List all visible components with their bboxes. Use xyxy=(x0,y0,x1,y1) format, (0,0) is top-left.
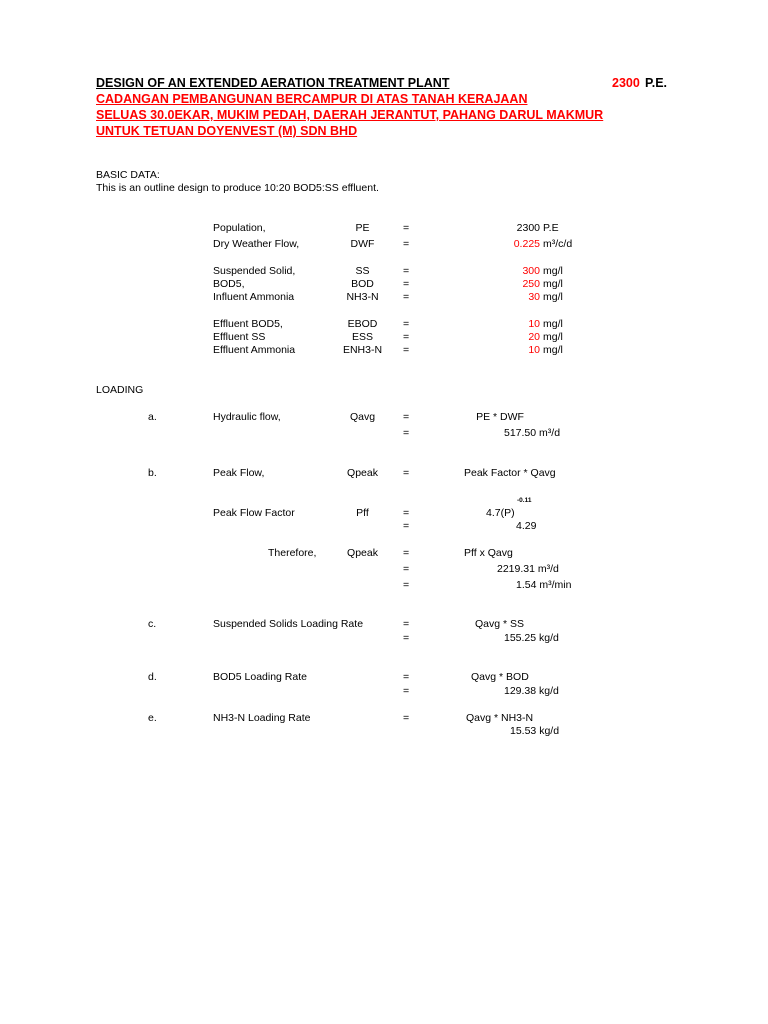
pff-formula: 4.7(P) xyxy=(486,507,515,519)
pe-value: 2300 xyxy=(612,76,640,90)
param-value: 20 xyxy=(528,331,540,343)
ss-loading-label: Suspended Solids Loading Rate xyxy=(213,618,364,630)
param-label: BOD5, xyxy=(213,278,245,290)
document-title: DESIGN OF AN EXTENDED AERATION TREATMENT PLANT xyxy=(96,76,450,90)
equals-sign: = xyxy=(403,265,410,277)
equals-sign: = xyxy=(403,238,410,250)
hydraulic-flow-result: 517.50 m³/d xyxy=(504,427,561,439)
equals-sign: = xyxy=(403,411,410,423)
nh3-loading-formula: Qavg * NH3-N xyxy=(466,712,534,724)
param-label: Effluent BOD5, xyxy=(213,318,283,330)
peak-flow-formula: Peak Factor * Qavg xyxy=(464,467,556,479)
param-label: Suspended Solid, xyxy=(213,265,296,277)
nh3-loading-result: 15.53 kg/d xyxy=(510,725,560,737)
equals-sign: = xyxy=(403,712,410,724)
param-symbol: ESS xyxy=(351,331,373,343)
param-unit: mg/l xyxy=(543,291,563,303)
bod-loading-label: BOD5 Loading Rate xyxy=(213,671,307,683)
param-value: 300 xyxy=(522,265,540,277)
equals-sign: = xyxy=(403,618,410,630)
param-unit: P.E xyxy=(543,222,559,234)
pff-symbol: Pff xyxy=(356,507,369,519)
equals-sign: = xyxy=(403,632,410,644)
param-value: 2300 xyxy=(516,222,540,234)
basic-data-intro: This is an outline design to produce 10:20 BOD5:SS effluent. xyxy=(96,182,379,194)
param-symbol: EBOD xyxy=(347,318,378,330)
param-label: Effluent Ammonia xyxy=(213,344,296,356)
item-index: b. xyxy=(148,467,157,479)
param-symbol: DWF xyxy=(350,238,375,250)
item-index: d. xyxy=(148,671,157,683)
client-line: UNTUK TETUAN DOYENVEST (M) SDN BHD xyxy=(96,124,358,138)
qpeak-result-daily: 2219.31 m³/d xyxy=(497,563,559,575)
equals-sign: = xyxy=(403,222,410,234)
nh3-loading-label: NH3-N Loading Rate xyxy=(213,712,311,724)
qpeak-symbol: Qpeak xyxy=(347,547,378,559)
param-unit: mg/l xyxy=(543,265,563,277)
project-line-2: SELUAS 30.0EKAR, MUKIM PEDAH, DAERAH JERANTUT, PAHANG DARUL MAKMUR xyxy=(96,108,604,122)
pe-unit: P.E. xyxy=(645,76,668,90)
loading-heading: LOADING xyxy=(96,384,144,396)
project-line-1: CADANGAN PEMBANGUNAN BERCAMPUR DI ATAS TANAH KERAJAAN xyxy=(96,92,528,106)
basic-data-heading: BASIC DATA: xyxy=(96,169,160,181)
hydraulic-flow-formula: PE * DWF xyxy=(476,411,524,423)
peak-flow-factor-label: Peak Flow Factor xyxy=(213,507,295,519)
param-value: 30 xyxy=(528,291,540,303)
param-symbol: BOD xyxy=(351,278,374,290)
pff-result: 4.29 xyxy=(516,520,537,532)
item-index: e. xyxy=(148,712,157,724)
peak-flow-label: Peak Flow, xyxy=(213,467,265,479)
param-value: 0.225 xyxy=(513,238,540,250)
therefore-label: Therefore, xyxy=(268,547,317,559)
equals-sign: = xyxy=(403,520,410,532)
param-unit: mg/l xyxy=(543,278,563,290)
param-symbol: ENH3-N xyxy=(342,344,383,356)
equals-sign: = xyxy=(403,331,410,343)
item-index: c. xyxy=(148,618,157,630)
equals-sign: = xyxy=(403,507,410,519)
param-value: 10 xyxy=(528,344,540,356)
equals-sign: = xyxy=(403,467,410,479)
bod-loading-formula: Qavg * BOD xyxy=(471,671,529,683)
equals-sign: = xyxy=(403,579,410,591)
exponent: -0.11 xyxy=(517,497,532,504)
ss-loading-result: 155.25 kg/d xyxy=(504,632,559,644)
param-symbol: NH3-N xyxy=(346,291,379,303)
param-unit: mg/l xyxy=(543,331,563,343)
qpeak-result-minute: 1.54 m³/min xyxy=(516,579,572,591)
equals-sign: = xyxy=(403,278,410,290)
bod-loading-result: 129.38 kg/d xyxy=(504,685,559,697)
param-label: Dry Weather Flow, xyxy=(213,238,300,250)
equals-sign: = xyxy=(403,318,410,330)
param-label: Effluent SS xyxy=(213,331,266,343)
qpeak-symbol: Qpeak xyxy=(347,467,378,479)
hydraulic-flow-label: Hydraulic flow, xyxy=(213,411,281,423)
equals-sign: = xyxy=(403,547,410,559)
equals-sign: = xyxy=(403,427,410,439)
param-label: Population, xyxy=(213,222,266,234)
equals-sign: = xyxy=(403,563,410,575)
param-symbol: PE xyxy=(355,222,370,234)
param-unit: mg/l xyxy=(543,344,563,356)
equals-sign: = xyxy=(403,671,410,683)
param-symbol: SS xyxy=(355,265,370,277)
qpeak-formula: Pff x Qavg xyxy=(464,547,513,559)
ss-loading-formula: Qavg * SS xyxy=(475,618,525,630)
equals-sign: = xyxy=(403,291,410,303)
param-value: 10 xyxy=(528,318,540,330)
equals-sign: = xyxy=(403,344,410,356)
param-label: Influent Ammonia xyxy=(213,291,295,303)
param-value: 250 xyxy=(522,278,540,290)
param-unit: m³/c/d xyxy=(543,238,573,250)
item-index: a. xyxy=(148,411,157,423)
param-unit: mg/l xyxy=(543,318,563,330)
qavg-symbol: Qavg xyxy=(349,411,376,423)
equals-sign: = xyxy=(403,685,410,697)
